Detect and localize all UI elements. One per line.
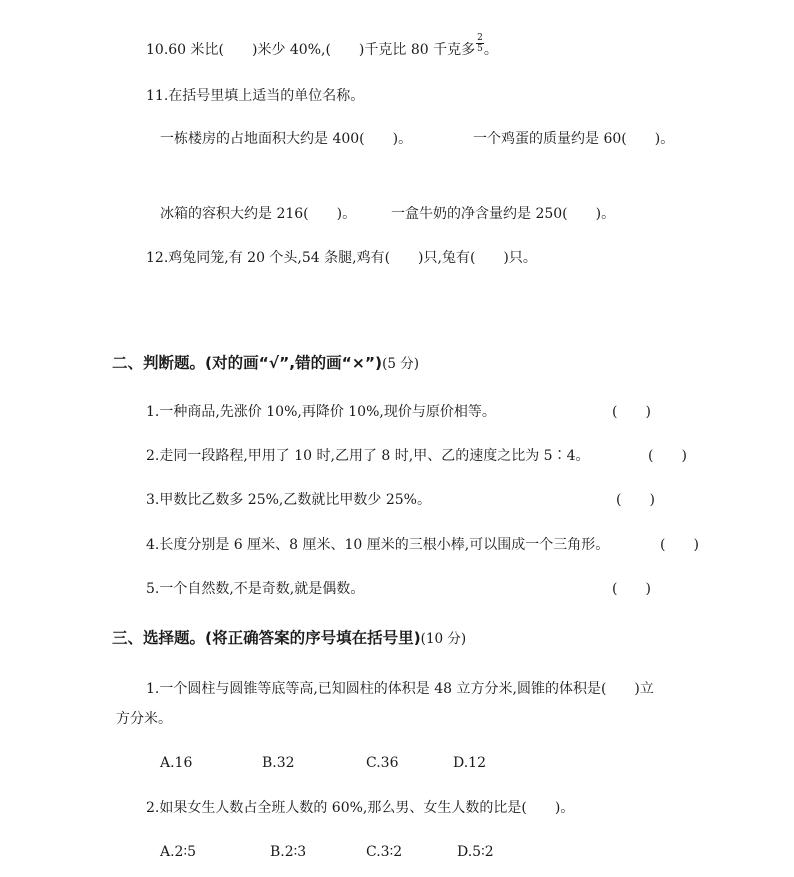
question-11: 11.在括号里填上适当的单位名称。 [146,88,365,104]
fraction-denominator: 5 [477,43,483,54]
question-11-item-d: 一盒牛奶的净含量约是 250( )。 [391,206,616,222]
q1-option-d: D.12 [453,755,486,771]
judge-answer-paren-5: ( ) [612,581,651,597]
section-2-title: 二、判断题。(对的画“√”,错的画“×”) [112,354,383,372]
q2-option-c: C.3∶2 [366,844,403,860]
judge-answer-paren-2: ( ) [648,448,687,464]
judge-item-2: 2.走同一段路程,甲用了 10 时,乙用了 8 时,甲、乙的速度之比为 5∶4。 [146,448,590,464]
q2-option-d: D.5∶2 [457,844,494,860]
question-11-item-c: 冰箱的容积大约是 216( )。 [160,206,357,222]
section-2-heading [112,351,419,373]
judge-item-3: 3.甲数比乙数多 25%,乙数就比甲数少 25%。 [146,492,431,508]
question-10-end: 。 [483,42,498,58]
section-2-points: (5 分) [382,356,420,372]
choice-question-1: 1.一个圆柱与圆锥等底等高,已知圆柱的体积是 48 立方分米,圆锥的体积是( )立 [146,681,654,697]
q2-option-b: B.2∶3 [270,844,307,860]
judge-item-5: 5.一个自然数,不是奇数,就是偶数。 [146,581,365,597]
judge-answer-paren-3: ( ) [616,492,655,508]
judge-item-4: 4.长度分别是 6 厘米、8 厘米、10 厘米的三根小棒,可以围成一个三角形。 [146,537,610,553]
fraction [476,33,484,54]
q1-option-b: B.32 [262,755,295,771]
question-10 [146,32,498,59]
question-12: 12.鸡兔同笼,有 20 个头,54 条腿,鸡有( )只,兔有( )只。 [146,250,537,266]
question-11-item-a: 一栋楼房的占地面积大约是 400( )。 [160,131,413,147]
q1-option-c: C.36 [366,755,399,771]
q1-option-a: A.16 [160,755,193,771]
fraction-numerator: 2 [477,32,483,43]
q2-option-a: A.2∶5 [160,844,197,860]
choice-question-2: 2.如果女生人数占全班人数的 60%,那么男、女生人数的比是( )。 [146,800,575,816]
question-11-item-b: 一个鸡蛋的质量约是 60( )。 [473,131,675,147]
choice-question-1-cont: 方分米。 [116,711,172,727]
judge-item-1: 1.一种商品,先涨价 10%,再降价 10%,现价与原价相等。 [146,404,496,420]
judge-answer-paren-1: ( ) [612,404,651,420]
section-3-title: 三、选择题。(将正确答案的序号填在括号里) [112,629,421,647]
section-3-points: (10 分) [420,631,467,647]
section-3-heading [112,626,466,648]
judge-answer-paren-4: ( ) [660,537,699,553]
question-10-text: 10.60 米比( )米少 40%,( )千克比 80 千克多 [146,42,476,58]
